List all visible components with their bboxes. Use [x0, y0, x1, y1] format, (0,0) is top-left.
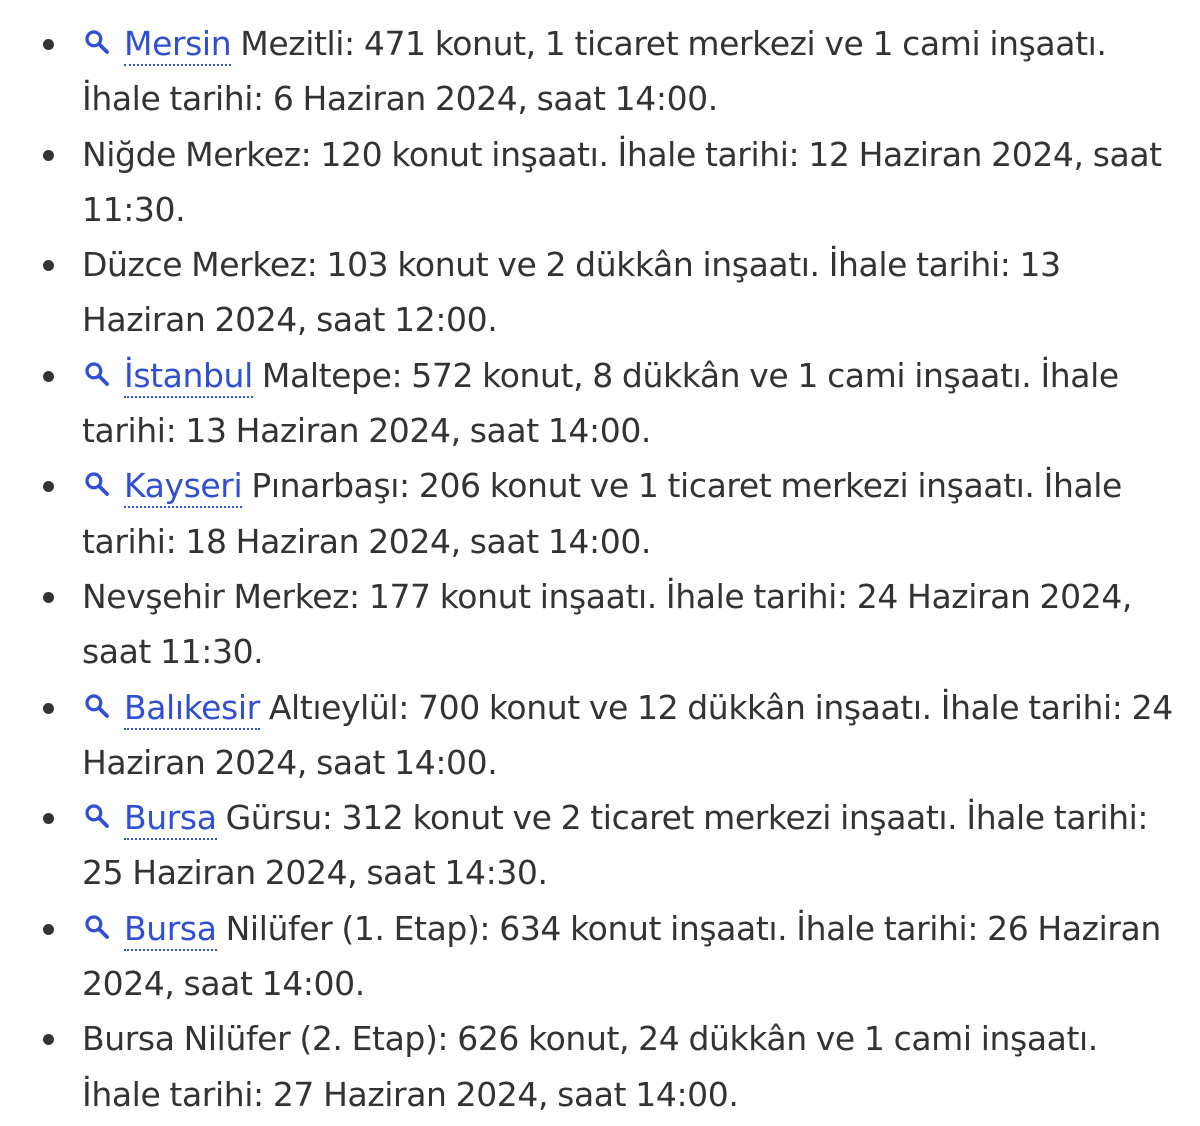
bullet-dot	[43, 703, 54, 714]
list-item	[0, 569, 1180, 680]
list-item	[0, 901, 1180, 1012]
link-label: Balıkesir	[124, 688, 260, 730]
list-item	[0, 680, 1180, 791]
search-icon	[82, 691, 112, 721]
bullet-dot	[43, 481, 54, 492]
search-link-bursa[interactable]	[82, 798, 217, 837]
bullet-dot	[43, 813, 54, 824]
link-label: Bursa	[124, 909, 217, 951]
item-text: Mezitli: 471 konut, 1 ticaret merkezi ve 1 cami inşaatı. İhale tarihi: 6 Haziran 2024, saat 14:00.	[82, 24, 1107, 119]
bullet-dot	[43, 39, 54, 50]
list-item	[0, 458, 1180, 569]
search-icon	[82, 801, 112, 831]
item-text: Nilüfer (1. Etap): 634 konut inşaatı. İhale tarihi: 26 Haziran 2024, saat 14:00.	[82, 908, 1161, 1004]
list-item	[0, 790, 1180, 901]
link-label: İstanbul	[124, 356, 253, 398]
search-link-mersin[interactable]	[82, 24, 231, 63]
item-text: Gürsu: 312 konut ve 2 ticaret merkezi inşaatı. İhale tarihi: 25 Haziran 2024, saat 14:30.	[82, 798, 1149, 893]
search-icon	[82, 469, 112, 499]
bullet-dot	[43, 260, 54, 271]
bullet-dot	[43, 592, 54, 603]
search-link-bursa[interactable]	[82, 909, 217, 948]
item-text: Nevşehir Merkez: 177 konut inşaatı. İhale tarihi: 24 Haziran 2024, saat 11:30.	[82, 576, 1133, 672]
list-item	[0, 348, 1180, 459]
search-link-balikesir[interactable]	[82, 688, 260, 727]
item-text: Düzce Merkez: 103 konut ve 2 dükkân inşaatı. İhale tarihi: 13 Haziran 2024, saat 12:00.	[82, 245, 1061, 340]
search-link-istanbul[interactable]	[82, 356, 253, 395]
search-link-kayseri[interactable]	[82, 466, 242, 505]
item-text: Niğde Merkez: 120 konut inşaatı. İhale tarihi: 12 Haziran 2024, saat 11:30.	[82, 134, 1162, 229]
list-item	[0, 237, 1180, 348]
link-label: Mersin	[124, 24, 231, 66]
bullet-dot	[43, 371, 54, 382]
item-text: Bursa Nilüfer (2. Etap): 626 konut, 24 dükkân ve 1 cami inşaatı. İhale tarihi: 27 Haziran 2024, saat 14:00.	[82, 1019, 1098, 1114]
list-item	[0, 1011, 1180, 1122]
bullet-dot	[43, 150, 54, 161]
item-text: Altıeylül: 700 konut ve 12 dükkân inşaatı. İhale tarihi: 24 Haziran 2024, saat 14:00.	[82, 687, 1173, 782]
item-text: Maltepe: 572 konut, 8 dükkân ve 1 cami inşaatı. İhale tarihi: 13 Haziran 2024, saat 14:00.	[82, 355, 1119, 451]
list-item	[0, 127, 1180, 238]
bullet-dot	[43, 924, 54, 935]
list-item	[0, 16, 1180, 127]
bullet-dot	[43, 1034, 54, 1045]
link-label: Bursa	[124, 798, 217, 840]
item-text: Pınarbaşı: 206 konut ve 1 ticaret merkezi inşaatı. İhale tarihi: 18 Haziran 2024, saat 14:00.	[82, 466, 1122, 561]
link-label: Kayseri	[124, 466, 242, 508]
search-icon	[82, 27, 112, 57]
search-icon	[82, 912, 112, 942]
search-icon	[82, 359, 112, 389]
